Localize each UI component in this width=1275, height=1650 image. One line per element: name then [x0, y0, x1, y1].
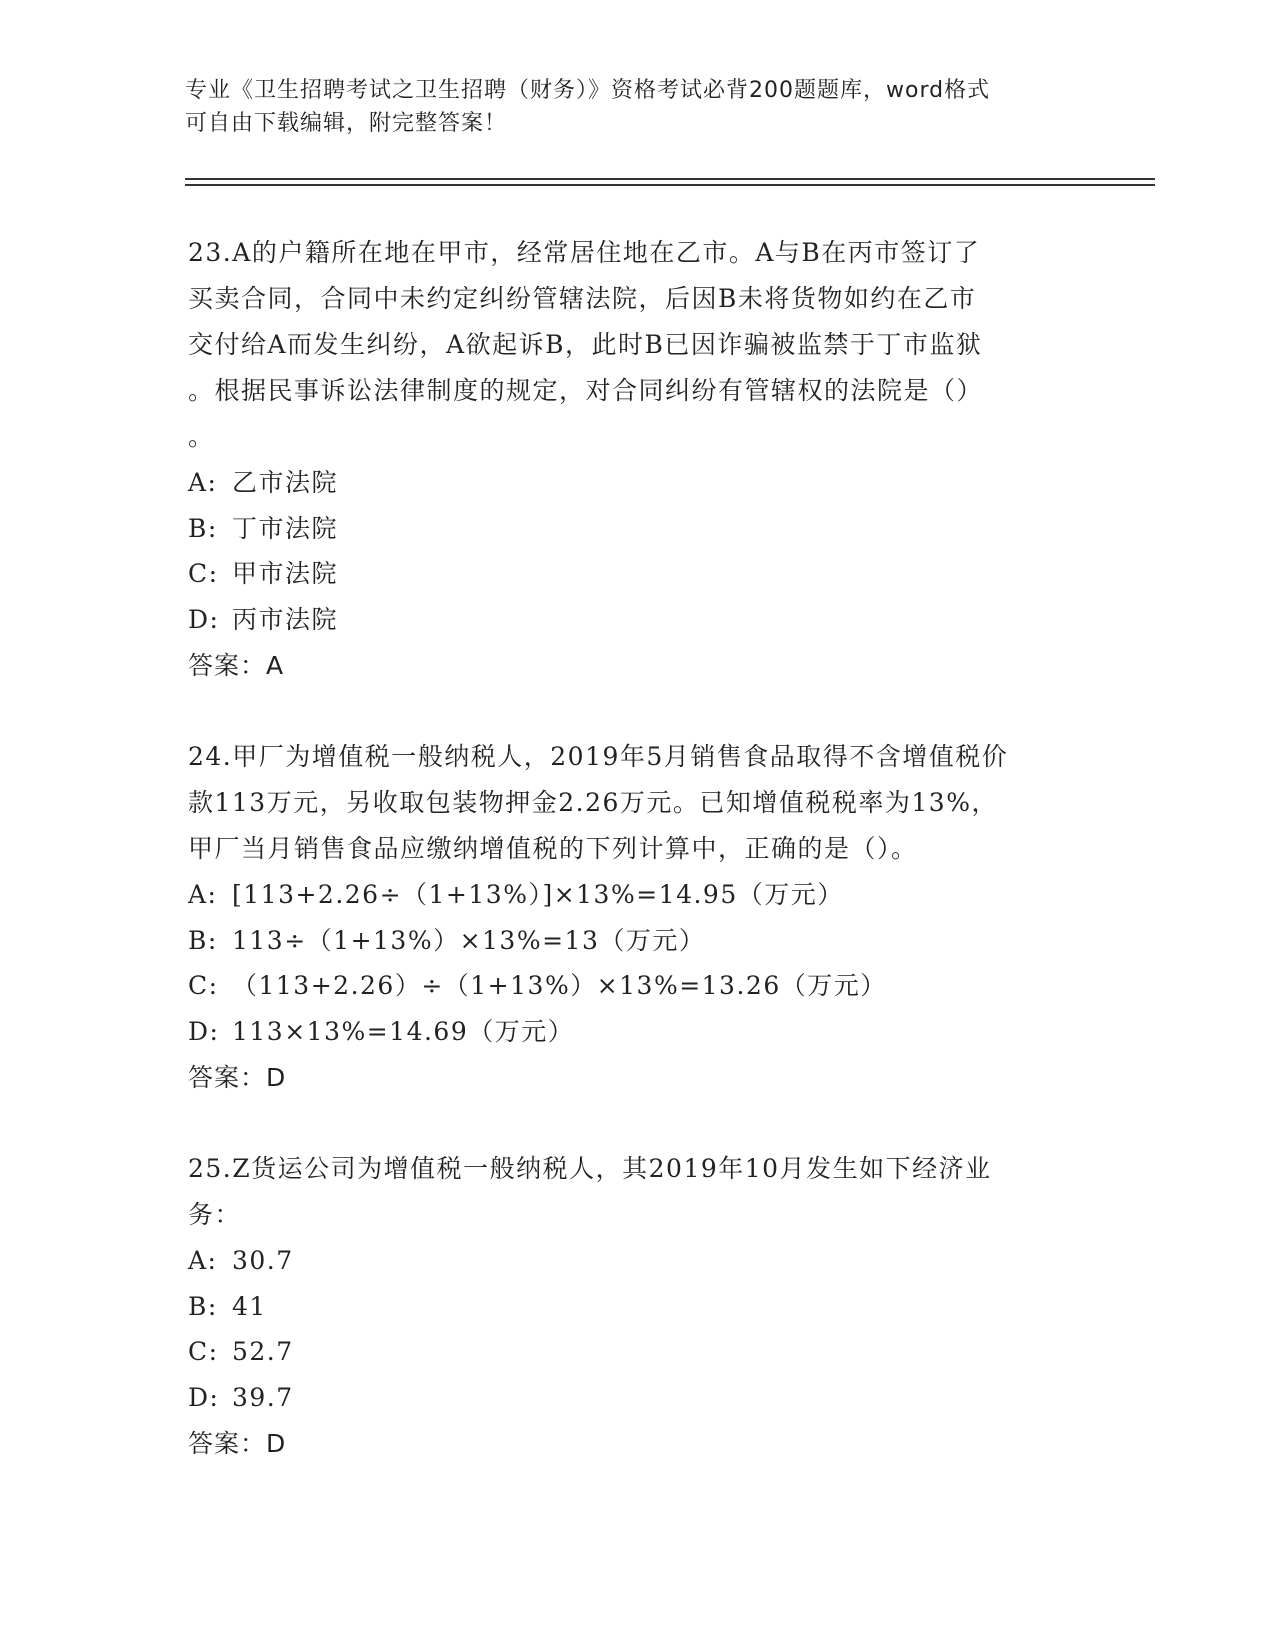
question-text-line: 25.Z货运公司为增值税一般纳税人，其2019年10月发生如下经济业: [188, 1154, 992, 1183]
option-text: 52.7: [232, 1337, 294, 1366]
option-c: [188, 1329, 1088, 1375]
option-letter: C:: [188, 559, 219, 588]
header-line-1: 专业《卫生招聘考试之卫生招聘（财务）》资格考试必背200题题库，word格式: [185, 78, 991, 103]
question-25: [188, 1146, 1088, 1468]
option-a: [188, 460, 1088, 506]
option-text: 丙市法院: [232, 604, 339, 634]
header-divider-bottom: [185, 184, 1155, 186]
option-b: [188, 1284, 1088, 1330]
option-letter: C:: [188, 971, 219, 1000]
question-text-line: 甲厂当月销售食品应缴纳增值税的下列计算中，正确的是（）。: [188, 834, 918, 863]
question-text-line: 24.甲厂为增值税一般纳税人，2019年5月销售食品取得不含增值税价: [188, 742, 1009, 771]
option-text: [113+2.26÷（1+13%）]×13%=14.95（万元）: [232, 880, 844, 909]
question-24: [188, 734, 1088, 1102]
question-text-line: 23.A的户籍所在地在甲市，经常居住地在乙市。A与B在丙市签订了: [188, 238, 981, 267]
header-line-2: 可自由下载编辑，附完整答案！: [185, 111, 508, 136]
answer-label: 答案：D: [188, 1063, 287, 1092]
question-text-line: 务：: [188, 1200, 242, 1229]
question-text-line: 款113万元，另收取包装物押金2.26万元。已知增值税税率为13%，: [188, 788, 998, 817]
option-b: [188, 918, 1088, 964]
question-text-line: 。根据民事诉讼法律制度的规定，对合同纠纷有管辖权的法院是（）: [188, 376, 984, 405]
option-letter: A:: [188, 1246, 218, 1275]
option-text: 丁市法院: [232, 513, 339, 543]
option-letter: D:: [188, 1382, 220, 1412]
option-text: 41: [232, 1291, 267, 1321]
option-text: 39.7: [232, 1382, 294, 1412]
option-a: [188, 1238, 1088, 1284]
option-letter: A:: [188, 880, 218, 909]
option-letter: B:: [188, 925, 218, 955]
question-23: [188, 230, 1088, 690]
option-d: [188, 597, 1088, 643]
answer-label: 答案：D: [188, 1429, 287, 1458]
question-text-line: 买卖合同，合同中未约定纠纷管辖法院，后因B未将货物如约在乙市: [188, 284, 977, 313]
option-d: [188, 1375, 1088, 1421]
option-c: [188, 551, 1088, 597]
option-letter: B:: [188, 1291, 218, 1321]
question-text-line: 交付给A而发生纠纷，A欲起诉B，此时B已因诈骗被监禁于丁市监狱: [188, 330, 983, 359]
option-b: [188, 506, 1088, 552]
document-header: [185, 74, 1085, 140]
option-d: [188, 1009, 1088, 1055]
option-letter: C:: [188, 1337, 219, 1366]
option-text: 甲市法院: [232, 559, 339, 588]
question-text-line: 。: [188, 422, 215, 451]
option-text: （113+2.26）÷（1+13%）×13%=13.26（万元）: [232, 971, 887, 1000]
header-divider-top: [185, 178, 1155, 180]
question-list: [188, 230, 1088, 1512]
option-text: 乙市法院: [232, 468, 339, 497]
answer-label: 答案：A: [188, 651, 285, 680]
option-text: 113÷（1+13%）×13%=13（万元）: [232, 925, 706, 955]
option-a: [188, 872, 1088, 918]
option-letter: D:: [188, 1016, 220, 1046]
option-text: 113×13%=14.69（万元）: [232, 1016, 575, 1046]
option-text: 30.7: [232, 1246, 294, 1275]
option-letter: D:: [188, 604, 220, 634]
option-letter: A:: [188, 468, 218, 497]
option-c: [188, 963, 1088, 1009]
option-letter: B:: [188, 513, 218, 543]
